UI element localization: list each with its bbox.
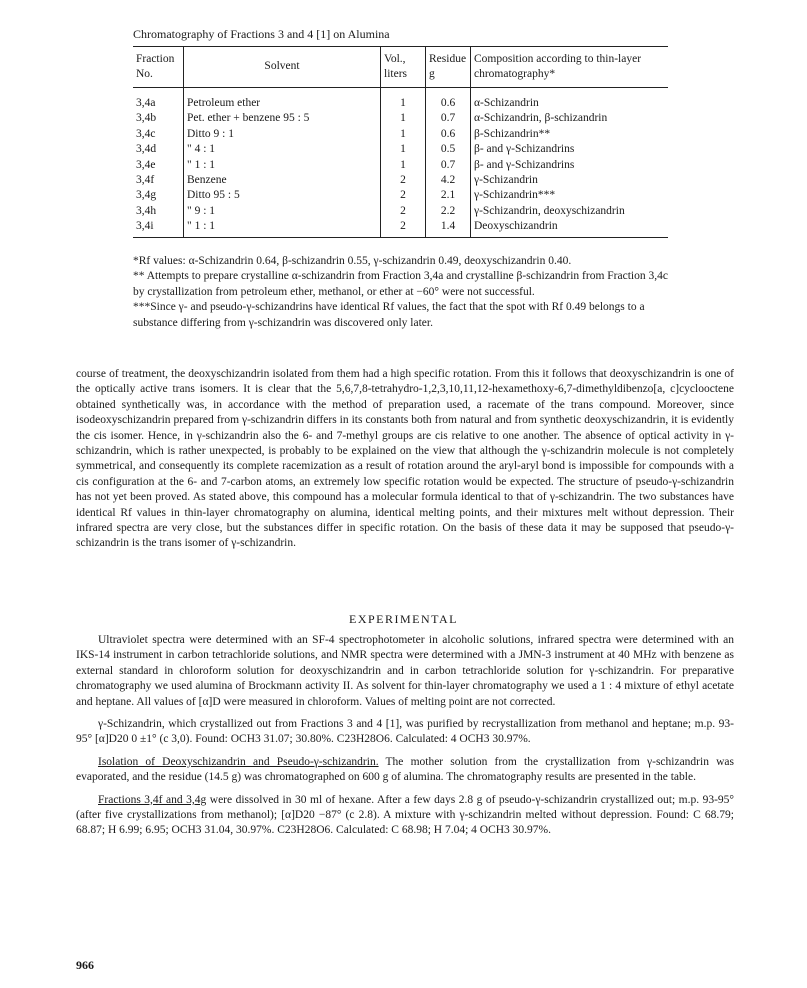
cell-solvent: " 9 : 1 [184, 204, 381, 219]
cell-volume: 2 [381, 188, 426, 203]
cell-volume: 2 [381, 219, 426, 237]
fractions-subheading: Fractions 3,4f and 3,4g [98, 793, 207, 806]
footnote-pseudo-schizandrin: ***Since γ- and pseudo-γ-schizandrins have identical Rf values, the fact that the spot with Rf 0.49 belongs to a substance differing from γ-schizandrin was discovered only later. [133, 301, 645, 329]
cell-composition: β- and γ-Schizandrins [471, 158, 669, 173]
table-row [133, 127, 668, 142]
cell-volume: 1 [381, 88, 426, 112]
cell-solvent: " 1 : 1 [184, 158, 381, 173]
cell-residue: 1.4 [426, 219, 471, 237]
experimental-section [76, 633, 734, 846]
cell-solvent: Petroleum ether [184, 88, 381, 112]
cell-composition: α-Schizandrin [471, 88, 669, 112]
cell-volume: 2 [381, 173, 426, 188]
cell-fraction: 3,4a [136, 97, 156, 109]
cell-volume: 1 [381, 158, 426, 173]
cell-solvent: Ditto 95 : 5 [184, 188, 381, 203]
experimental-methods-paragraph: Ultraviolet spectra were determined with an SF-4 spectrophotometer in alcoholic solutions, infrared spectra were determined with an IKS-14 instrument in carbon tetrachloride solutions, and NMR spectra were determined with a JMN-3 instrument at 40 MHz with benzene as external standard in chloroform solution for deoxyschizandrin and in carbon tetrachloride solution for γ-schizandrin. For preparative chromatography we used alumina of Brockmann activity II. As solvent for thin-layer chromatography we used a 1 : 4 mixture of ethyl acetate and heptane. All values of [α]D were measured in chloroform. Values of melting point are not corrected. [76, 634, 734, 708]
table-row [133, 173, 668, 188]
table-row [133, 142, 668, 157]
cell-composition: α-Schizandrin, β-schizandrin [471, 111, 669, 126]
cell-fraction: 3,4h [136, 204, 157, 217]
cell-volume: 1 [381, 127, 426, 142]
cell-fraction: 3,4g [136, 189, 157, 202]
table-row [133, 111, 668, 126]
fractions-text: were dissolved in 30 ml of hexane. After a few days 2.8 g of pseudo-γ-schizandrin crystallized out; m.p. 93-95° (after five crystallizations from methanol); [α]D20 −87° (c 2.8). A mixture with γ-schizandrin melted without depression. Found: C 68.79; 68.87; H 6.99; 6.95; OCH3 31.04, 30.97%. C23H28O6. Calculated: C 68.98; H 7.04; 4 OCH3 30.97%. [76, 793, 735, 837]
table-caption: Chromatography of Fractions 3 and 4 [1] on Alumina [133, 27, 390, 41]
cell-fraction: 3,4d [136, 143, 157, 156]
table-row [133, 88, 668, 112]
isolation-text: The mother solution from the crystallization from γ-schizandrin was evaporated, and the residue (14.5 g) was chromatographed on 600 g of alumina. The chromatography results are presented in the table. [76, 755, 734, 784]
cell-volume: 1 [381, 142, 426, 157]
header-composition: Composition according to thin-layer chromatography* [471, 47, 669, 88]
cell-solvent: " 4 : 1 [184, 142, 381, 157]
header-volume: Vol., liters [381, 47, 426, 88]
section-heading-experimental: EXPERIMENTAL [348, 612, 459, 626]
table-row [133, 158, 668, 173]
cell-volume: 2 [381, 204, 426, 219]
footnote-crystallization: ** Attempts to prepare crystalline α-schizandrin from Fraction 3,4a and crystalline β-schizandrin from Fraction 3,4c by crystallization from petroleum ether, methanol, or ether at −60° were not successful. [133, 270, 668, 298]
discussion-paragraph: course of treatment, the deoxyschizandrin isolated from them had a high specific rotation. From this it follows that deoxyschizandrin is one of the optically active trans isomers. It is clear that the 5,6,7,8-tetrahydro-1,2,3,10,11,12-hexamethoxy-6,7-dimethyldibenzo[a, c]cyclooctene obtained synthetically was, in accordance with the method of preparation used, a racemate of the trans compound. Moreover, since isodeoxyschizandrin prepared from γ-schizandrin differs in its constants both from natural and from synthetic deoxyschizandrin, it is evidently the cis isomer. Hence, in γ-schizandrin also the 6- and 7-methyl groups are cis relative to one another. The absence of optical activity in γ-schizandrin, which is rather unexpected, is probably to be explained on the view that although the γ-schizandrin molecule is not completely symmetrical, and consequently its complete racemization as a result of rotation around the aryl-aryl bond is impossible for compounds with a cis configuration at the 6- and 7-carbon atoms, an extremely low specific rotation would be expected. The structure of pseudo-γ-schizandrin has not yet been proved. As stated above, this compound has a molecular formula identical to that of γ-schizandrin. The two substances have identical Rf values in thin-layer chromatography on alumina, identical melting points, and their mixtures melt without depression. Their infrared spectra are very close, but the substances differ in specific rotation. On the basis of these data it may be supposed that pseudo-γ-schizandrin is the trans isomer of γ-schizandrin. [76, 368, 734, 550]
header-fraction: Fraction No. [136, 52, 175, 80]
cell-solvent: Pet. ether + benzene 95 : 5 [184, 111, 381, 126]
cell-fraction: 3,4f [136, 174, 155, 187]
isolation-paragraph [76, 755, 734, 786]
cell-composition: γ-Schizandrin [471, 173, 669, 188]
cell-residue: 4.2 [426, 173, 471, 188]
cell-residue: 2.1 [426, 188, 471, 203]
footnote-rf-values: *Rf values: α-Schizandrin 0.64, β-schizandrin 0.55, γ-schizandrin 0.49, deoxyschizandrin 0.40. [133, 255, 572, 267]
cell-composition: γ-Schizandrin, deoxyschizandrin [471, 204, 669, 219]
table-row [133, 204, 668, 219]
cell-fraction: 3,4c [136, 127, 156, 140]
fractions-paragraph [76, 793, 734, 839]
header-solvent: Solvent [184, 47, 381, 88]
table-row [133, 219, 668, 237]
isolation-subheading: Isolation of Deoxyschizandrin and Pseudo-γ-schizandrin. [98, 755, 379, 768]
cell-solvent: " 1 : 1 [184, 219, 381, 237]
cell-composition: β-Schizandrin** [471, 127, 669, 142]
cell-residue: 0.5 [426, 142, 471, 157]
cell-solvent: Benzene [184, 173, 381, 188]
cell-composition: γ-Schizandrin*** [471, 188, 669, 203]
chromatography-table [133, 46, 668, 238]
cell-fraction: 3,4i [136, 220, 154, 233]
cell-composition: β- and γ-Schizandrins [471, 142, 669, 157]
gamma-schizandrin-paragraph: γ-Schizandrin, which crystallized out from Fractions 3 and 4 [1], was purified by recrystallization from methanol and heptane; m.p. 93-95° [α]D20 0 ±1° (c 3,0). Found: OCH3 31.07; 30.80%. C23H28O6. Calculated: 4 OCH3 30.97%. [76, 718, 734, 746]
cell-residue: 0.7 [426, 158, 471, 173]
discussion-section [76, 367, 734, 559]
cell-residue: 2.2 [426, 204, 471, 219]
cell-solvent: Ditto 9 : 1 [184, 127, 381, 142]
header-residue: Residue g [426, 47, 471, 88]
cell-residue: 0.6 [426, 88, 471, 112]
table-header-row [133, 47, 668, 88]
cell-volume: 1 [381, 111, 426, 126]
table-row [133, 188, 668, 203]
page-number: 966 [76, 958, 94, 972]
table-footnotes [133, 254, 673, 331]
cell-residue: 0.6 [426, 127, 471, 142]
cell-residue: 0.7 [426, 111, 471, 126]
cell-fraction: 3,4e [136, 158, 156, 171]
cell-fraction: 3,4b [136, 112, 157, 125]
cell-composition: Deoxyschizandrin [471, 219, 669, 237]
